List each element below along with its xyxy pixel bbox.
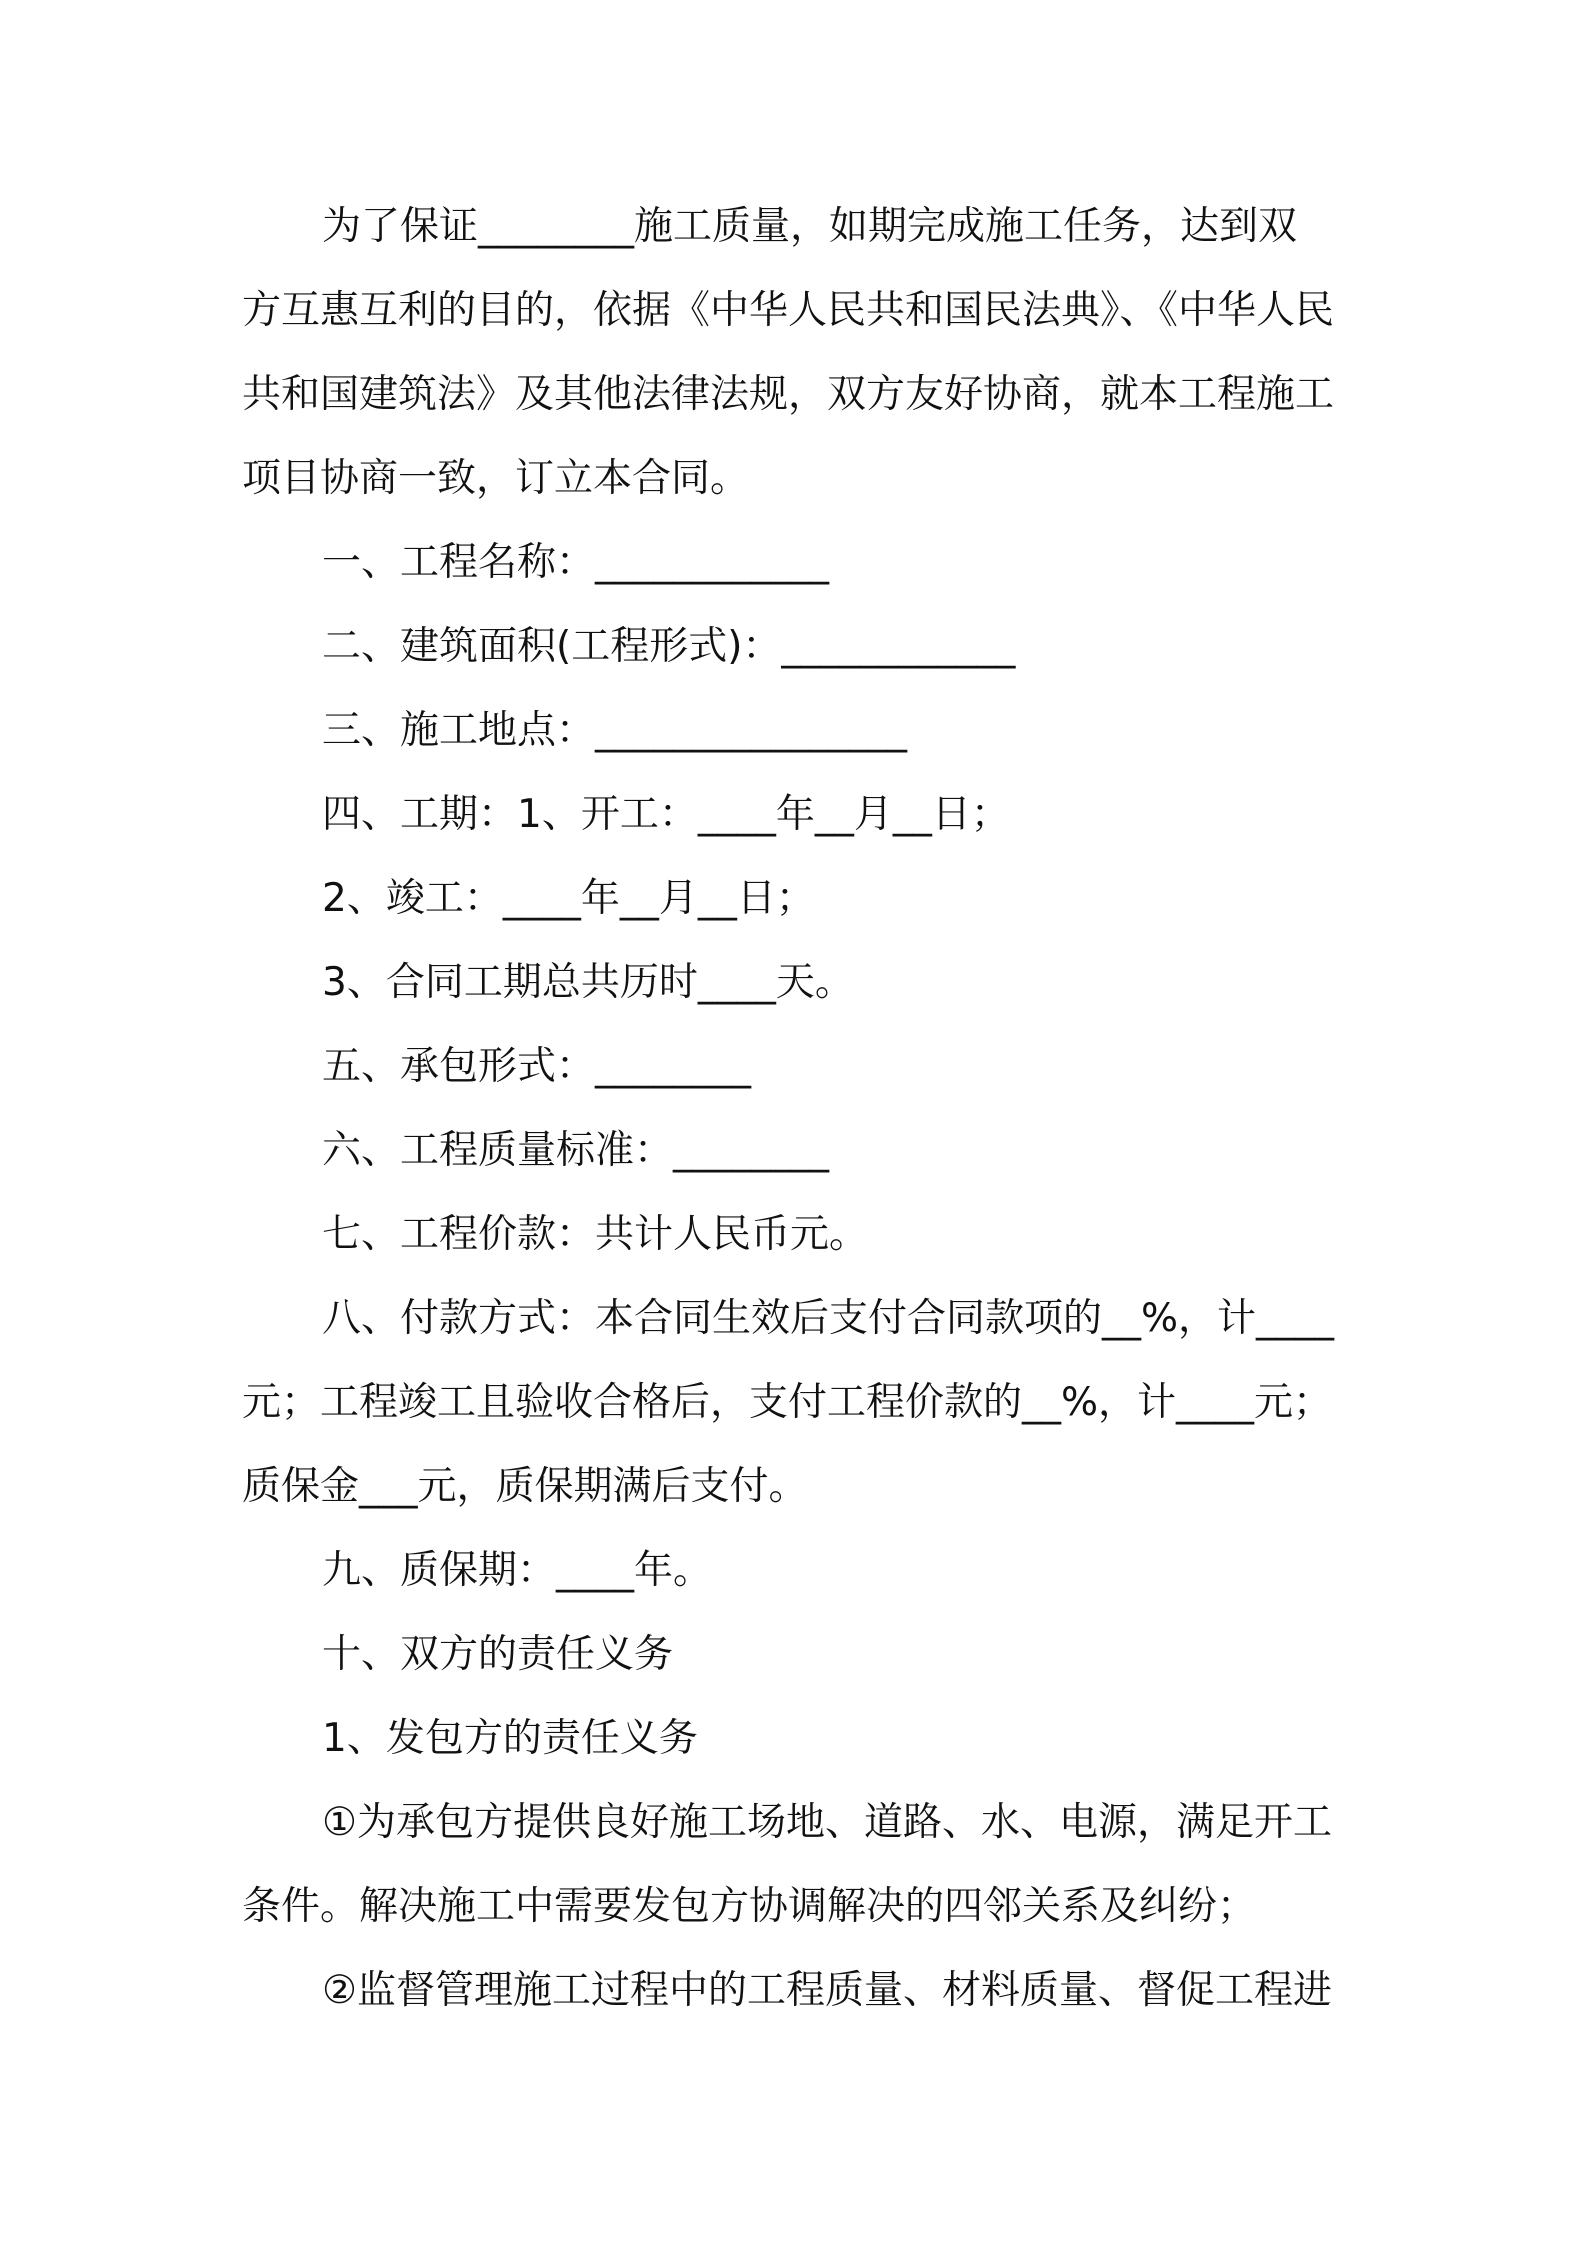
text-line: 项目协商一致，订立本合同。 <box>242 456 750 501</box>
text-line: 二、建筑面积(工程形式)：____________ <box>322 624 1016 669</box>
text-line: 八、付款方式：本合同生效后支付合同款项的__%，计____ <box>322 1296 1335 1341</box>
text-line: 一、工程名称：____________ <box>322 540 830 585</box>
text-line: 质保金___元，质保期满后支付。 <box>242 1464 808 1509</box>
text-line: 3、合同工期总共历时____天。 <box>322 960 854 1005</box>
text-line: 2、竣工：____年__月__日； <box>322 876 815 921</box>
text-line: 三、施工地点：________________ <box>322 708 908 753</box>
text-line: 四、工期：1、开工：____年__月__日； <box>322 792 1010 837</box>
text-line: 五、承包形式：________ <box>322 1044 752 1089</box>
text-line: 共和国建筑法》及其他法律法规，双方友好协商，就本工程施工 <box>242 372 1335 417</box>
text-line: 元；工程竣工且验收合格后，支付工程价款的__%，计____元； <box>242 1380 1333 1425</box>
subsection-heading: 1、发包方的责任义务 <box>322 1716 698 1761</box>
text-line: 七、工程价款：共计人民币元。 <box>322 1212 869 1257</box>
text-line: 方互惠互利的目的，依据《中华人民共和国民法典》、《中华人民 <box>242 288 1335 333</box>
section-heading: 十、双方的责任义务 <box>322 1632 674 1677</box>
text-line: 条件。解决施工中需要发包方协调解决的四邻关系及纠纷； <box>242 1884 1257 1929</box>
text-line: 为了保证________施工质量，如期完成施工任务，达到双 <box>322 204 1298 249</box>
text-line: 六、工程质量标准：________ <box>322 1128 830 1173</box>
text-line: ②监督管理施工过程中的工程质量、材料质量、督促工程进 <box>322 1968 1332 2013</box>
text-line: 九、质保期：____年。 <box>322 1548 713 1593</box>
text-line: ①为承包方提供良好施工场地、道路、水、电源，满足开工 <box>322 1800 1332 1845</box>
